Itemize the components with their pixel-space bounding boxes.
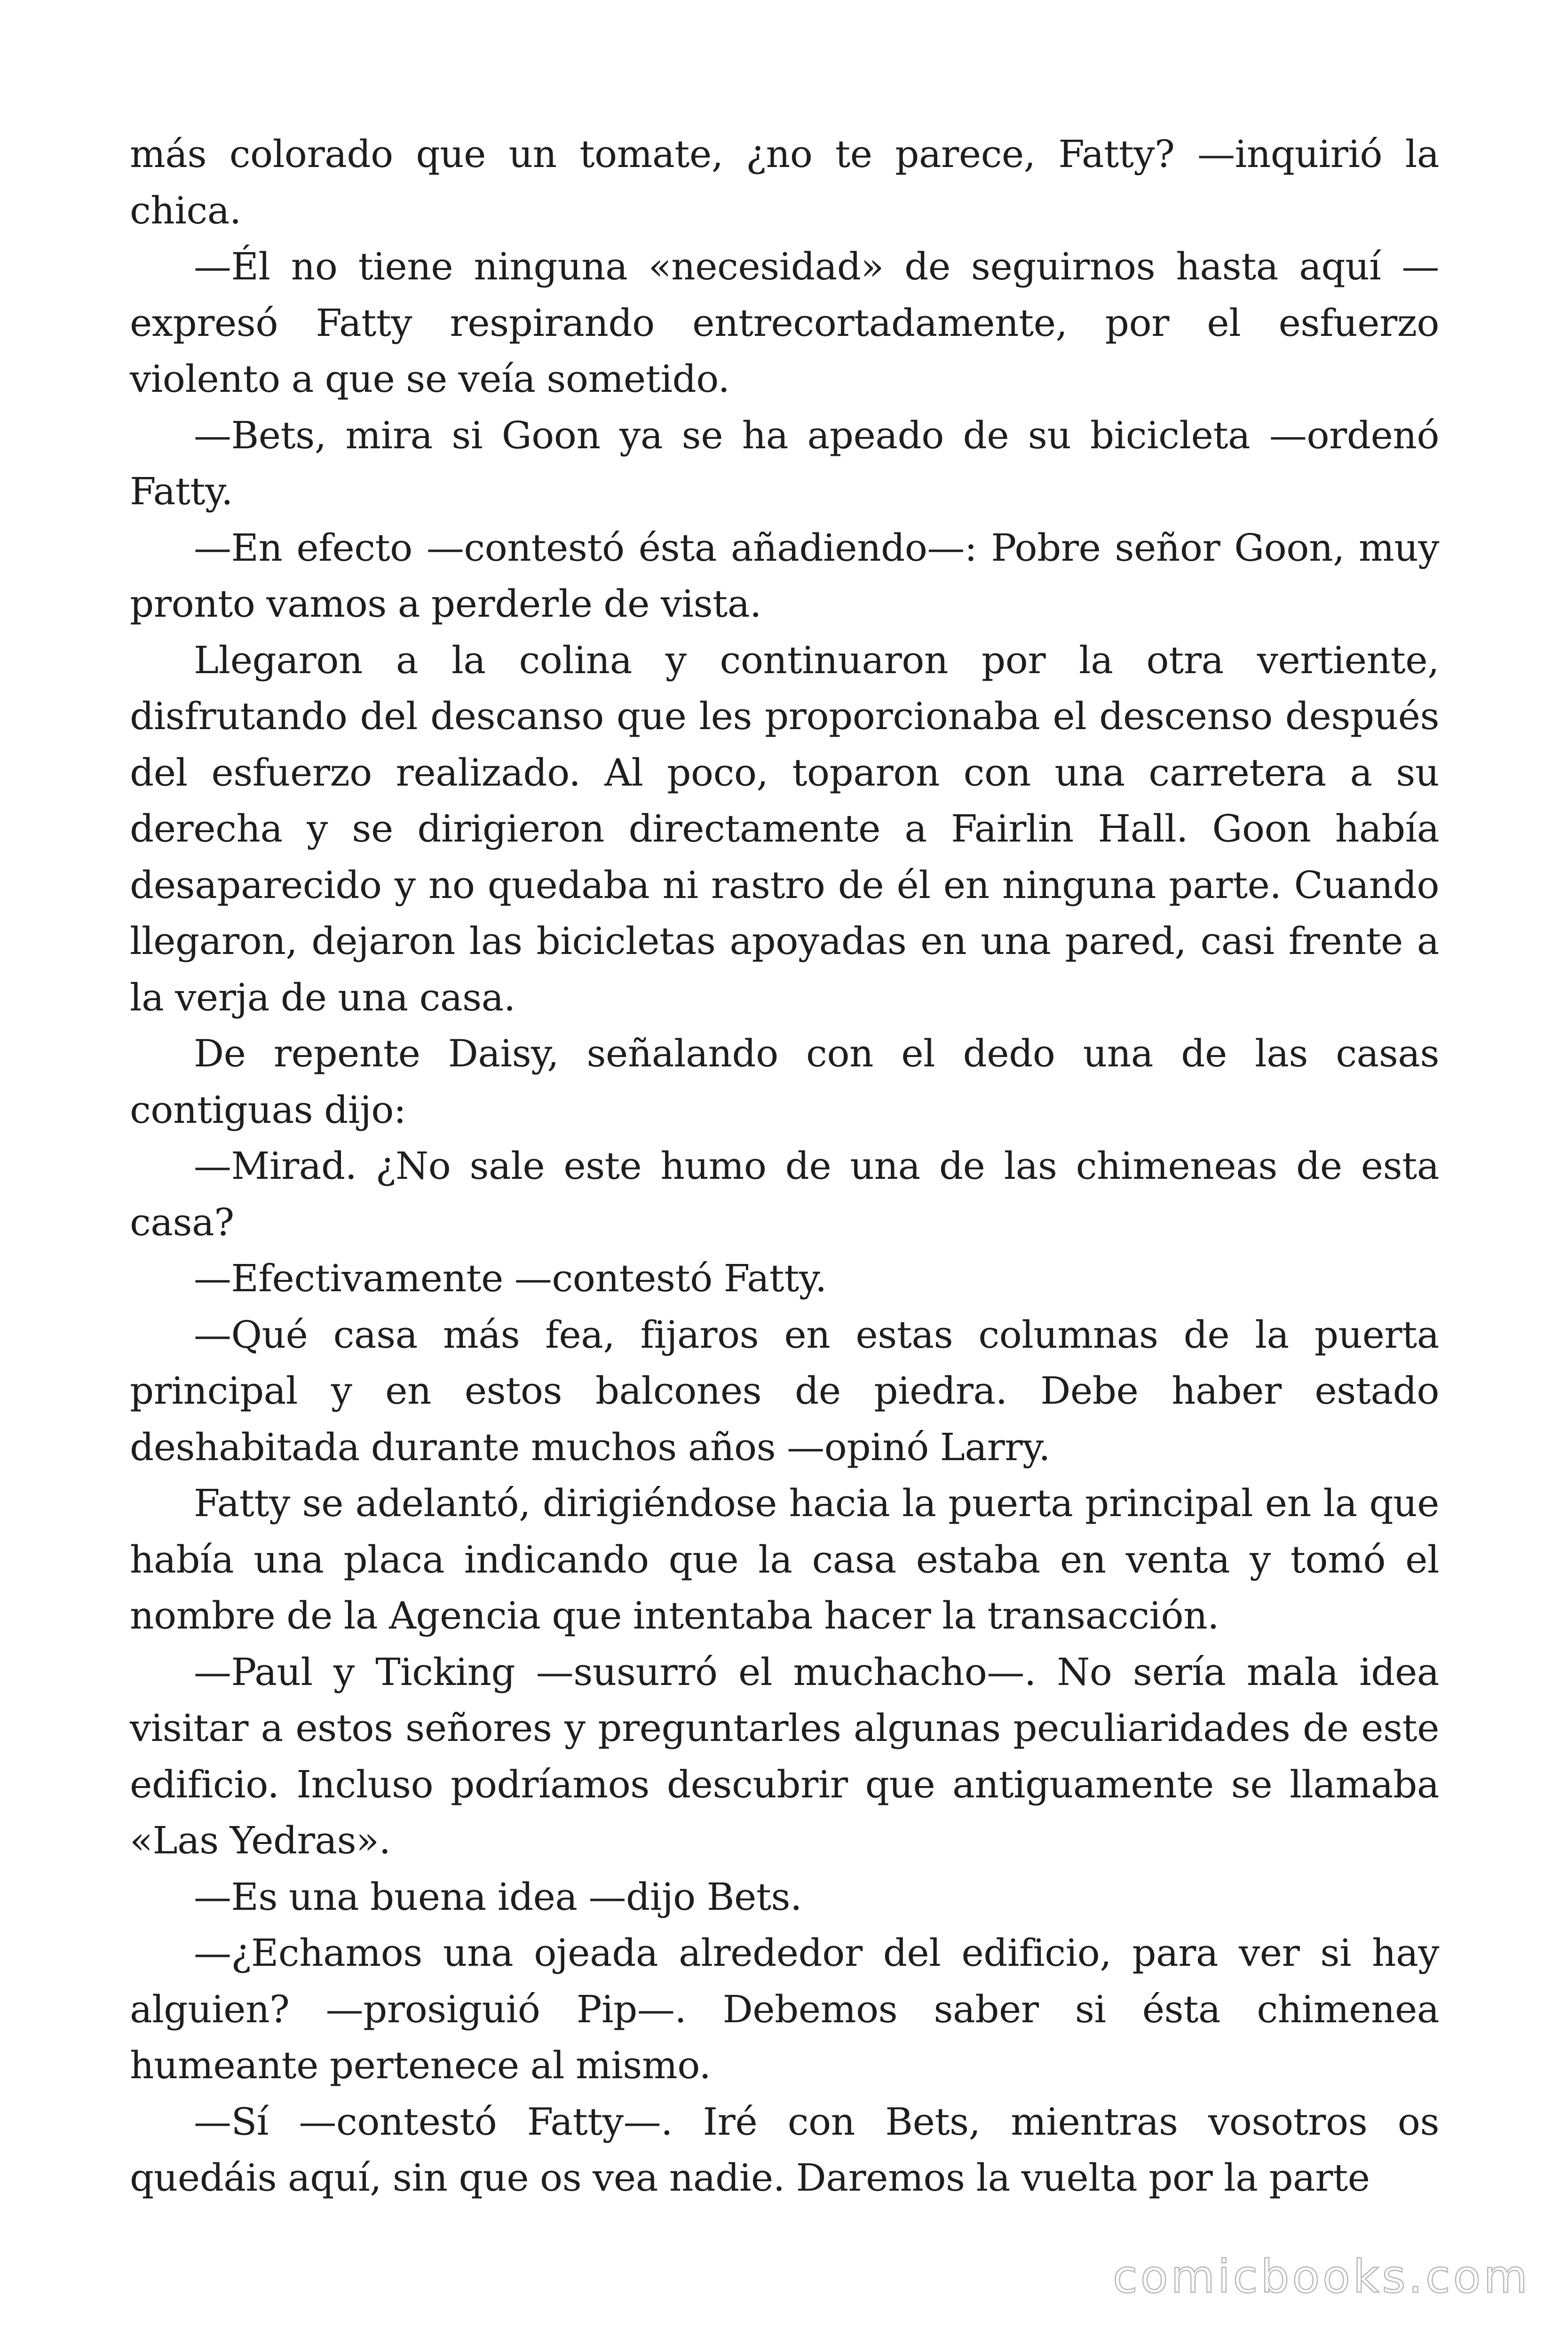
paragraph: —¿Echamos una ojeada alrededor del edificio, para ver si hay alguien? —prosiguió Pip—. Debemos saber si ésta chimenea humeante pertenece al mismo. bbox=[130, 1931, 1439, 2087]
paragraph: —Paul y Ticking —susurró el muchacho—. No sería mala idea visitar a estos señores y preguntarles algunas peculiaridades de este edificio. Incluso podríamos descubrir que antiguamente se llamaba «Las Yedras». bbox=[130, 1650, 1439, 1862]
paragraph: Llegaron a la colina y continuaron por la otra vertiente, disfrutando del descanso que les proporcionaba el descenso después del esfuerzo realizado. Al poco, toparon con una carretera a su derecha y se dirigieron directamente a Fairlin Hall. Goon había desaparecido y no quedaba ni rastro de él en ninguna parte. Cuando llegaron, dejaron las bicicletas apoyadas en una pared, casi frente a la verja de una casa. bbox=[130, 638, 1439, 1019]
paragraph: Fatty se adelantó, dirigiéndose hacia la puerta principal en la que había una placa indicando que la casa estaba en venta y tomó el nombre de la Agencia que intentaba hacer la transacción. bbox=[130, 1481, 1439, 1637]
paragraph: más colorado que un tomate, ¿no te parece, Fatty? —inquirió la chica. bbox=[130, 132, 1439, 232]
paragraph: —Mirad. ¿No sale este humo de una de las chimeneas de esta casa? bbox=[130, 1144, 1439, 1244]
paragraph: —Qué casa más fea, fijaros en estas columnas de la puerta principal y en estos balcones de piedra. Debe haber estado deshabitada durante muchos años —opinó Larry. bbox=[130, 1312, 1439, 1469]
paragraph: —Bets, mira si Goon ya se ha apeado de su bicicleta —ordenó Fatty. bbox=[130, 413, 1439, 513]
watermark-logo: comicbooks.com bbox=[1112, 2250, 1530, 2303]
paragraph: —Él no tiene ninguna «necesidad» de seguirnos hasta aquí —expresó Fatty respirando entrecortadamente, por el esfuerzo violento a que se veía sometido. bbox=[130, 245, 1439, 401]
paragraph: —En efecto —contestó ésta añadiendo—: Pobre señor Goon, muy pronto vamos a perderle de vista. bbox=[130, 525, 1439, 626]
paragraph: —Es una buena idea —dijo Bets. bbox=[194, 1875, 802, 1919]
paragraph: De repente Daisy, señalando con el dedo una de las casas contiguas dijo: bbox=[130, 1032, 1439, 1132]
paragraph: —Sí —contestó Fatty—. Iré con Bets, mientras vosotros os quedáis aquí, sin que os vea nadie. Daremos la vuelta por la parte bbox=[130, 2099, 1439, 2200]
paragraph: —Efectivamente —contestó Fatty. bbox=[194, 1256, 827, 1300]
book-page-text bbox=[130, 126, 1439, 2206]
